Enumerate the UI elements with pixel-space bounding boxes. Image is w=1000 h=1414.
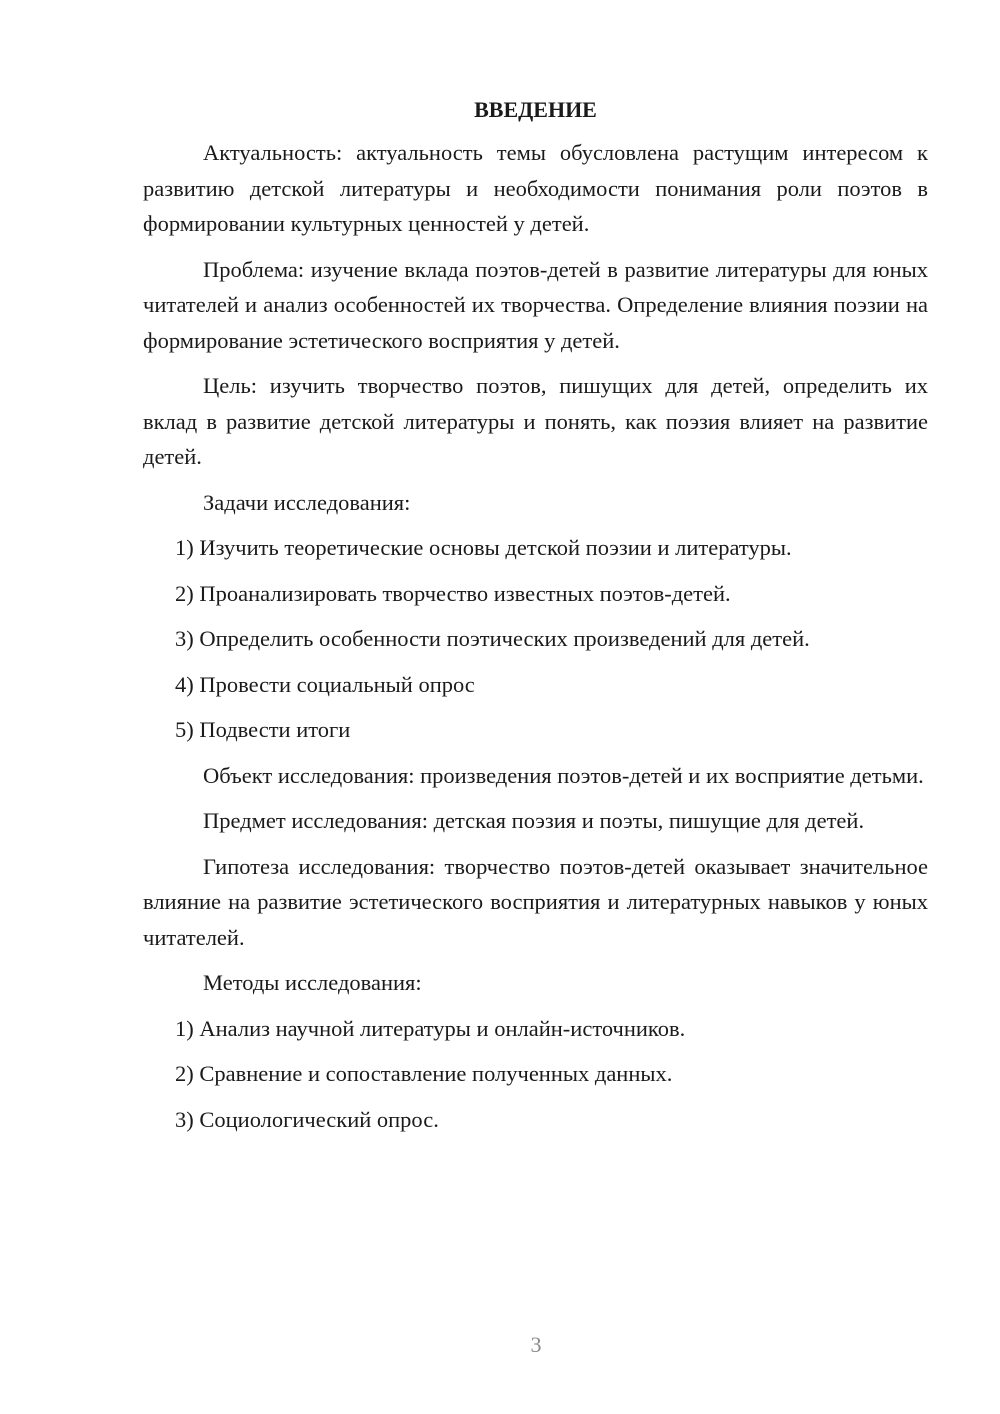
list-item: 2) Проанализировать творчество известных поэтов-детей. — [175, 580, 731, 606]
list-item: 4) Провести социальный опрос — [175, 671, 475, 697]
methods-list — [143, 1011, 928, 1138]
subject-paragraph: Предмет исследования: детская поэзия и поэты, пишущие для детей. — [203, 808, 865, 833]
list-item: 1) Анализ научной литературы и онлайн-источников. — [175, 1015, 686, 1041]
page-title: ВВЕДЕНИЕ — [474, 97, 597, 122]
relevance-paragraph: Актуальность: актуальность темы обусловлена растущим интересом к развитию детской литературы и необходимости понимания роли поэтов в формировании культурных ценностей у детей. — [143, 140, 928, 236]
goal-paragraph: Цель: изучить творчество поэтов, пишущих для детей, определить их вклад в развитие детской литературы и понять, как поэзия влияет на развитие детей. — [143, 373, 928, 469]
list-item: 3) Определить особенности поэтических произведений для детей. — [175, 626, 810, 651]
document-body — [143, 92, 928, 1147]
list-item: 5) Подвести итоги — [175, 717, 351, 742]
page-number: 3 — [530, 1332, 542, 1357]
problem-paragraph: Проблема: изучение вклада поэтов-детей в развитие литературы для юных читателей и анализ особенностей их творчества. Определение влияния поэзии на формирование эстетического восприятия у детей. — [143, 256, 928, 353]
tasks-heading: Задачи исследования: — [203, 489, 411, 515]
hypothesis-paragraph: Гипотеза исследования: творчество поэтов-детей оказывает значительное влияние на развитие эстетического восприятия и литературных навыков у юных читателей. — [143, 853, 928, 950]
object-paragraph: Объект исследования: произведения поэтов-детей и их восприятие детьми. — [203, 762, 924, 788]
methods-heading: Методы исследования: — [203, 970, 422, 995]
tasks-list — [143, 530, 928, 748]
list-item: 2) Сравнение и сопоставление полученных данных. — [175, 1061, 673, 1086]
list-item: 3) Социологический опрос. — [175, 1106, 439, 1132]
list-item: 1) Изучить теоретические основы детской поэзии и литературы. — [175, 535, 792, 560]
